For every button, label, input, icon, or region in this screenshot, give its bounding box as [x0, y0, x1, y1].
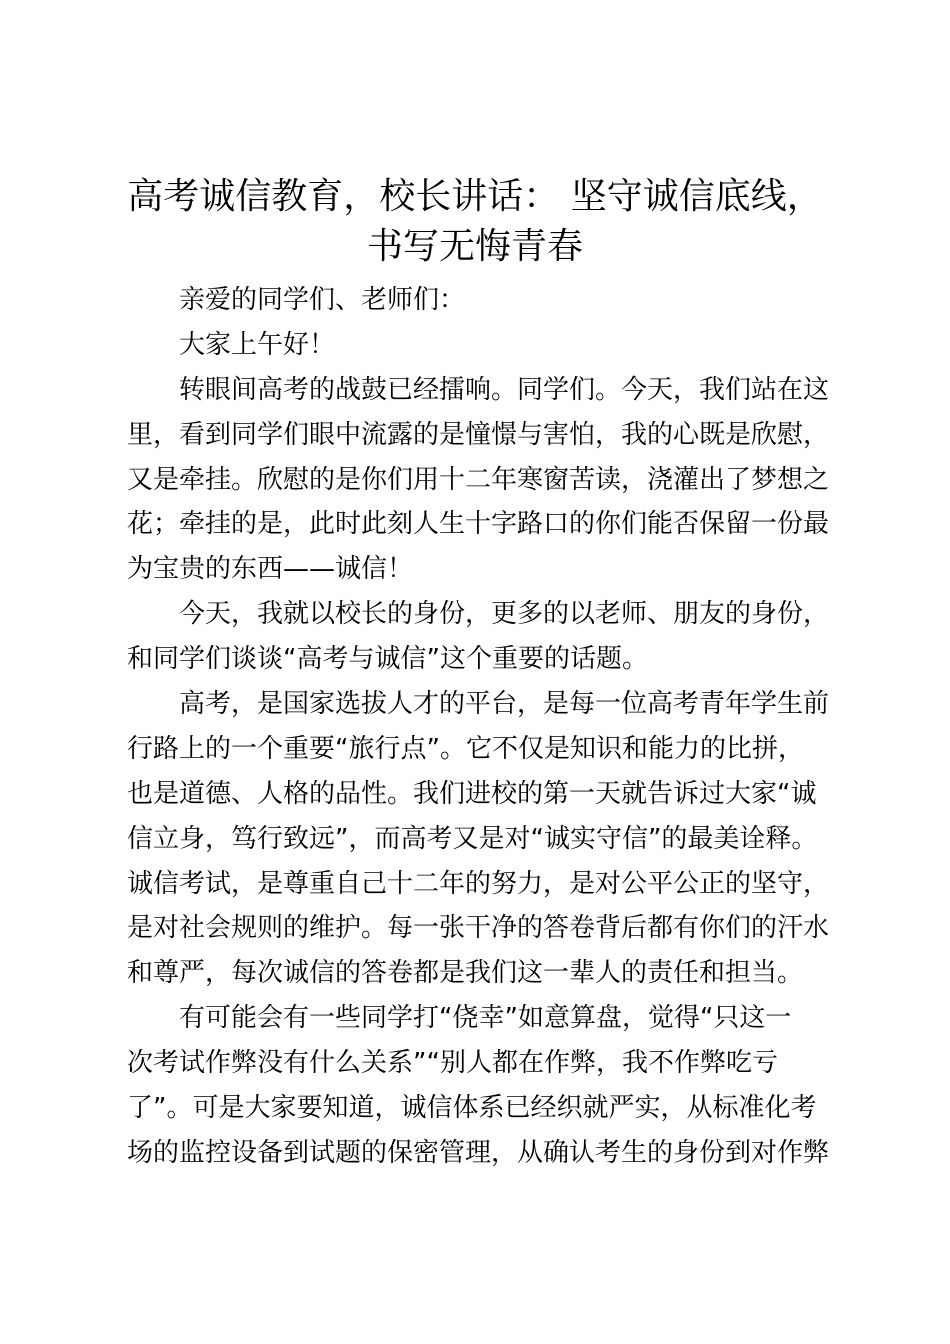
text-line: 了”。可是大家要知道，诚信体系已经织就严实，从标准化考	[127, 1093, 817, 1124]
title-line-1: 高考诚信教育，校长讲话： 坚守诚信底线，	[127, 176, 823, 217]
text-line: 大家上午好！	[179, 329, 336, 360]
title-line-2: 书写无悔青春	[366, 226, 583, 267]
text-line: 有可能会有一些同学打“侥幸”如意算盘，觉得“只这一	[179, 1003, 792, 1034]
text-line: 场的监控设备到试题的保密管理，从确认考生的身份到对作弊	[127, 1137, 830, 1168]
text-line: 里，看到同学们眼中流露的是憧憬与害怕，我的心既是欣慰，	[127, 419, 830, 450]
text-line: 又是牵挂。欣慰的是你们用十二年寒窗苦读，浇灌出了梦想之	[127, 464, 830, 495]
text-line: 高考，是国家选拔人才的平台，是每一位高考青年学生前	[179, 689, 830, 720]
text-line: 和同学们谈谈“高考与诚信”这个重要的话题。	[127, 644, 648, 675]
text-line: 行路上的一个重要“旅行点”。它不仅是知识和能力的比拼，	[127, 733, 804, 764]
text-line: 亲爱的同学们、老师们：	[179, 285, 466, 315]
text-line: 和尊严，每次诚信的答卷都是我们这一辈人的责任和担当。	[127, 958, 804, 989]
text-line: 花；牵挂的是，此时此刻人生十字路口的你们能否保留一份最	[127, 509, 830, 540]
text-line: 也是道德、人格的品性。我们进校的第一天就告诉过大家“诚	[127, 778, 817, 809]
text-line: 信立身，笃行致远”，而高考又是对“诚实守信”的最美诠释。	[127, 823, 818, 854]
text-line: 为宝贵的东西——诚信！	[127, 554, 414, 585]
text-line: 次考试作弊没有什么关系”“别人都在作弊，我不作弊吃亏	[127, 1048, 778, 1079]
document-body	[127, 278, 837, 1176]
text-line: 今天，我就以校长的身份，更多的以老师、朋友的身份，	[179, 599, 830, 630]
text-line: 诚信考试，是尊重自己十二年的努力，是对公平公正的坚守，	[127, 868, 830, 899]
text-line: 转眼间高考的战鼓已经擂响。同学们。今天，我们站在这	[179, 374, 830, 405]
text-line: 是对社会规则的维护。每一张干净的答卷背后都有你们的汗水	[127, 913, 830, 944]
document-title	[120, 172, 830, 272]
